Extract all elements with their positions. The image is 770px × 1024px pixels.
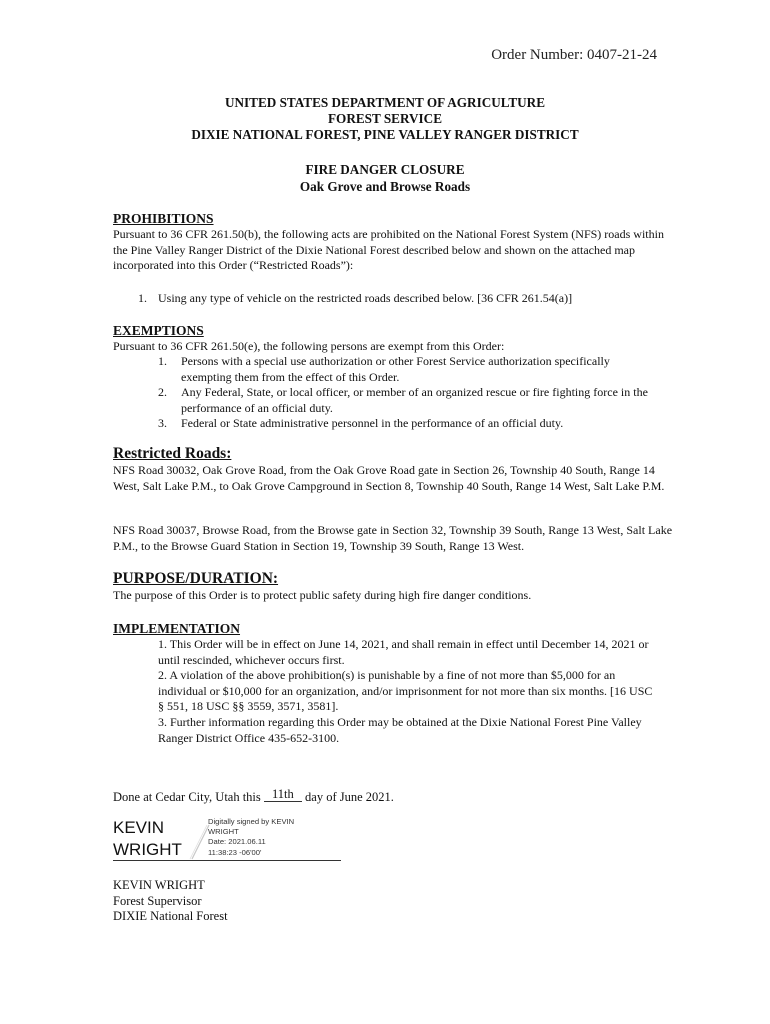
prohibitions-heading: PROHIBITIONS [113, 211, 214, 226]
signature-name-line-1: KEVIN [113, 818, 165, 837]
signer-title: Forest Supervisor [113, 893, 202, 908]
implementation-item-2: 2. A violation of the above prohibition(s) is punishable by a fine of not more than $5,000 for an individual or $10,000 for an organization, and/or imprisonment for not more than six months. [16 USC § 551, 18 USC §§ 3559, 3571, 3581]. [158, 668, 653, 714]
exemption-item-text: Persons with a special use authorization or other Forest Service authorization specifically exempting them from the effect of this Order. [181, 354, 610, 384]
order-number: Order Number: 0407-21-24 [491, 47, 657, 63]
implementation-item-1: 1. This Order will be in effect on June 14, 2021, and shall remain in effect until December 14, 2021 or until rescinded, whichever occurs first. [158, 637, 649, 667]
exemptions-intro: Pursuant to 36 CFR 261.50(e), the following persons are exempt from this Order: [113, 339, 505, 353]
exemption-item-text: Any Federal, State, or local officer, or member of an organized rescue or fire fighting force in the performance of an official duty. [181, 385, 648, 415]
agency-line-3: DIXIE NATIONAL FOREST, PINE VALLEY RANGER DISTRICT [191, 127, 579, 142]
closure-title-block [0, 161, 770, 195]
exemptions-section [113, 323, 673, 355]
exemption-item-number: 3. [158, 416, 167, 431]
closure-subtitle: Oak Grove and Browse Roads [299, 179, 471, 194]
prohibition-item [138, 291, 658, 307]
agency-line-1: UNITED STATES DEPARTMENT OF AGRICULTURE [224, 95, 545, 110]
signature-detail-line-1: Digitally signed by KEVIN [208, 817, 295, 826]
signature-detail-line-4: 11:38:23 -06'00' [208, 847, 262, 857]
done-line [113, 787, 673, 806]
digital-signature [113, 817, 341, 861]
signature-detail-line-3: Date: 2021.06.11 [208, 837, 266, 847]
purpose-section [113, 570, 673, 604]
implementation-heading: IMPLEMENTATION [113, 621, 241, 636]
restricted-roads-heading: Restricted Roads: [113, 445, 232, 462]
exemption-item-number: 2. [158, 385, 167, 400]
purpose-text: The purpose of this Order is to protect public safety during high fire danger conditions. [113, 588, 532, 602]
exemption-item-text: Federal or State administrative personnel in the performance of an official duty. [181, 416, 564, 431]
exemption-item [158, 354, 658, 385]
purpose-heading: PURPOSE/DURATION: [113, 570, 279, 587]
prohibition-item-text: Using any type of vehicle on the restricted roads described below. [36 CFR 261.54(a)] [158, 291, 573, 305]
prohibition-item-number: 1. [138, 291, 147, 305]
restricted-roads-section [113, 445, 673, 494]
done-prefix: Done at Cedar City, Utah this [113, 790, 264, 804]
exemptions-list [158, 354, 658, 432]
restricted-road-2-block [113, 523, 673, 554]
signature-name [113, 817, 182, 861]
agency-header [0, 95, 770, 143]
signature-detail-line-2: WRIGHT [208, 827, 239, 837]
restricted-road-1: NFS Road 30032, Oak Grove Road, from the Oak Grove Road gate in Section 26, Township 40 South, Range 14 West, Salt Lake P.M., to Oak Grove Campground in Section 8, Township 40 South, Range 14 West, Salt Lake P.M. [113, 463, 665, 493]
exemption-item [158, 416, 658, 432]
implementation-list [158, 637, 658, 746]
done-suffix: day of June 2021. [301, 790, 394, 804]
restricted-road-2: NFS Road 30037, Browse Road, from the Browse gate in Section 32, Township 39 South, Range 13 West, Salt Lake P.M., to the Browse Guard Station in Section 19, Township 39 South, Range 13 West. [113, 523, 673, 553]
closure-title: FIRE DANGER CLOSURE [305, 162, 465, 177]
exemptions-heading: EXEMPTIONS [113, 323, 204, 338]
signer-name: KEVIN WRIGHT [113, 878, 205, 892]
signer-unit: DIXIE National Forest [113, 909, 228, 924]
prohibitions-section [113, 211, 673, 274]
signature-name-line-2: WRIGHT [113, 840, 182, 859]
done-day: 11th [264, 788, 302, 802]
prohibitions-intro: Pursuant to 36 CFR 261.50(b), the following acts are prohibited on the National Forest System (NFS) roads within the Pine Valley Ranger District of the Dixie National Forest described below and shown on the attached map incorporated into this Order (“Restricted Roads”): [113, 227, 664, 273]
implementation-section [113, 621, 673, 637]
exemption-item-number: 1. [158, 354, 167, 368]
exemption-item [158, 385, 658, 416]
signer-block [113, 878, 673, 925]
implementation-item-3: 3. Further information regarding this Order may be obtained at the Dixie National Forest Pine Valley Ranger District Office 435-652-3100. [158, 714, 642, 745]
signature-details [208, 817, 294, 858]
agency-line-2: FOREST SERVICE [328, 111, 442, 126]
